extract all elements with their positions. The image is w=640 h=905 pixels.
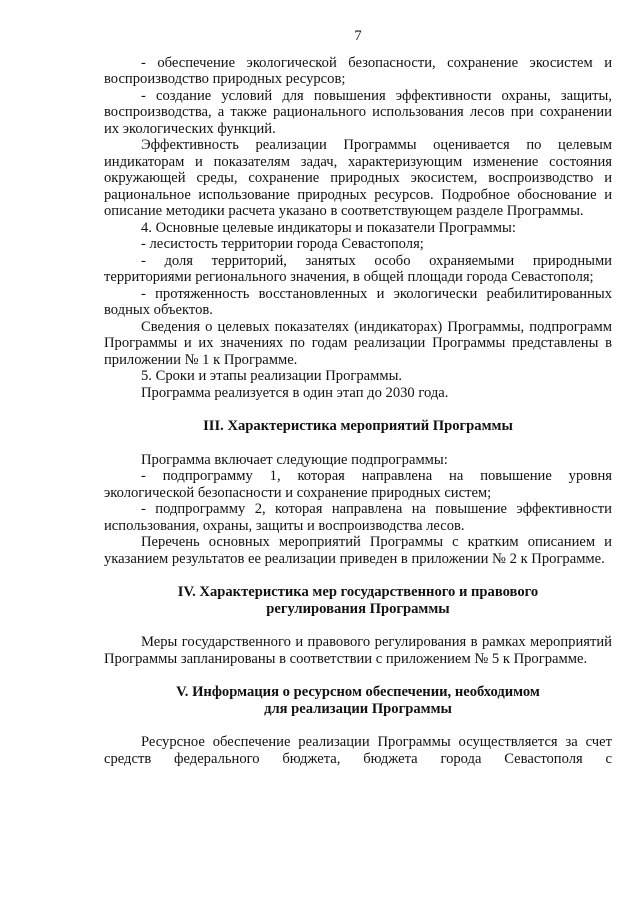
list-item: - протяженность восстановленных и экологически реабилитированных водных объектов. <box>104 285 612 318</box>
paragraph: 4. Основные целевые индикаторы и показатели Программы: <box>141 219 516 236</box>
paragraph: Перечень основных мероприятий Программы с кратким описанием и указанием результатов ее реализации приведен в приложении № 2 к Программе. <box>104 534 612 567</box>
paragraph: Программа реализуется в один этап до 2030 года. <box>141 384 449 401</box>
paragraph: Ресурсное обеспечение реализации Программы осуществляется за счет средств федерального бюджета, бюджета города Севастополя с <box>104 734 612 767</box>
paragraph: Меры государственного и правового регулирования в рамках мероприятий Программы запланированы в соответствии с приложением № 5 к Программе. <box>104 634 612 667</box>
section-heading-5-line1: V. Информация о ресурсном обеспечении, необходимом <box>176 684 540 700</box>
paragraph: 5. Сроки и этапы реализации Программы. <box>141 368 403 384</box>
section-heading-5-line2: для реализации Программы <box>264 700 452 717</box>
section-heading-3: III. Характеристика мероприятий Программы <box>203 418 513 434</box>
document-page <box>104 28 612 767</box>
section-heading-4-line1: IV. Характеристика мер государственного и правового <box>177 584 539 600</box>
list-item: - подпрограмму 1, которая направлена на повышение уровня экологической безопасности и сохранение природных систем; <box>104 468 612 501</box>
list-item: - создание условий для повышения эффективности охраны, защиты, воспроизводства, а также рационального использования лесов при сохранении их экологических функций. <box>104 87 612 137</box>
list-item: - обеспечение экологической безопасности, сохранение экосистем и воспроизводство природных ресурсов; <box>104 54 612 87</box>
paragraph: Программа включает следующие подпрограммы: <box>141 451 448 468</box>
list-item: - подпрограмму 2, которая направлена на повышение эффективности использования, охраны, защиты и воспроизводства лесов. <box>104 501 612 534</box>
list-item: - доля территорий, занятых особо охраняемыми природными территориями регионального значения, в общей площади города Севастополя; <box>104 252 612 285</box>
paragraph: Сведения о целевых показателях (индикаторах) Программы, подпрограмм Программы и их значениях по годам реализации Программы представлены в приложении № 1 к Программе. <box>104 318 612 368</box>
paragraph: Эффективность реализации Программы оценивается по целевым индикаторам и показателям задач, характеризующим изменение состояния окружающей среды, сохранение природных экосистем, воспроизводство и рациональное использование природных ресурсов. Подробное обоснование и описание методики расчета указано в соответствующем разделе Программы. <box>104 137 612 219</box>
page-number: 7 <box>354 28 362 44</box>
section-heading-4-line2: регулирования Программы <box>266 600 450 617</box>
list-item: - лесистость территории города Севастополя; <box>141 236 424 252</box>
